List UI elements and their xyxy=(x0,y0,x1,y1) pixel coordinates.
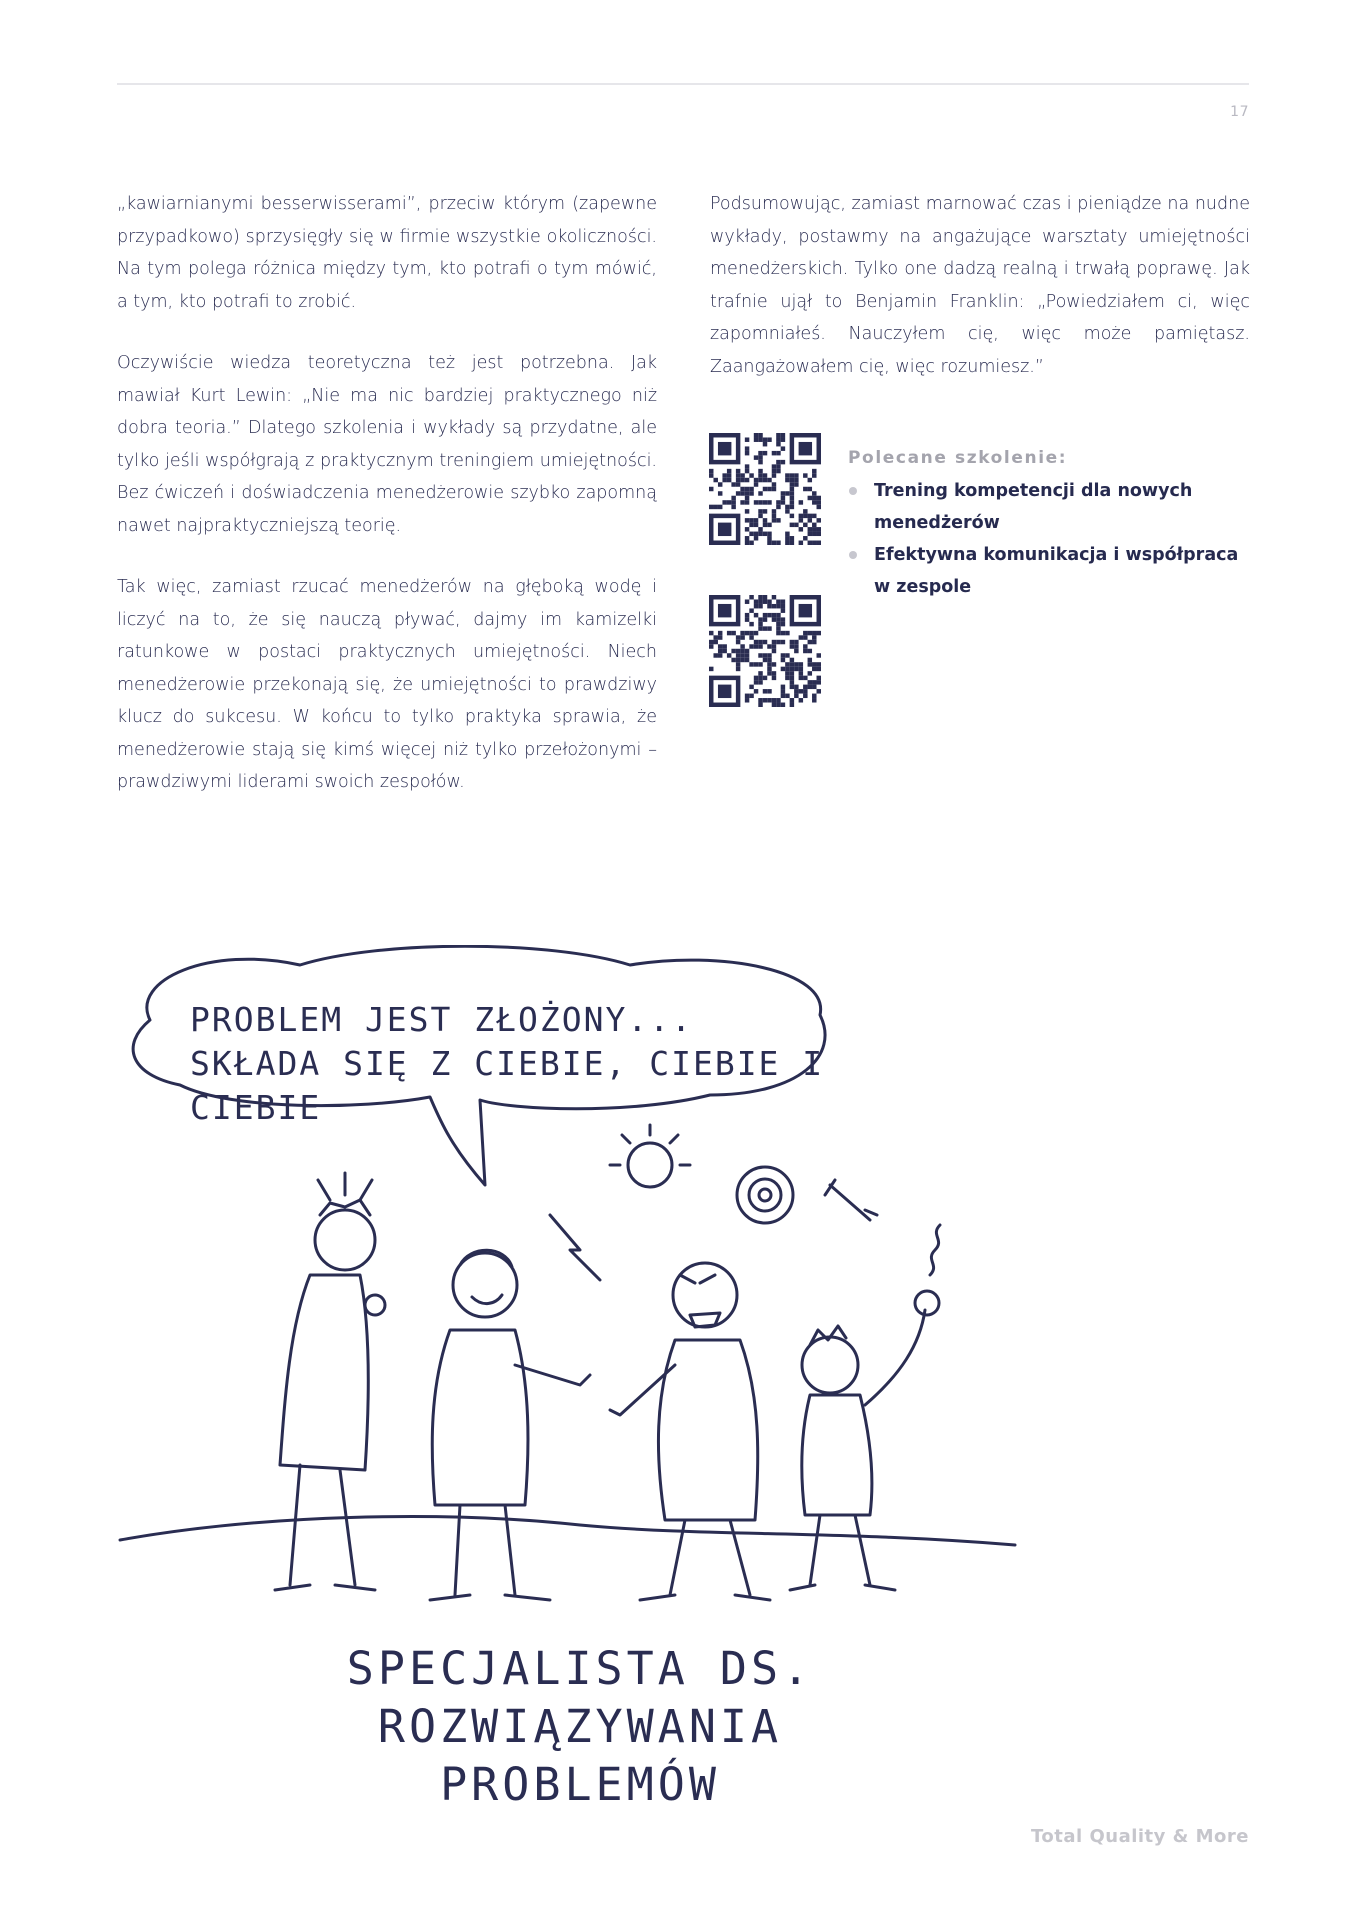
header-rule xyxy=(117,83,1249,85)
caption-line: SPECJALISTA DS. ROZWIĄZYWANIA xyxy=(346,1642,814,1753)
qr-code-icon[interactable] xyxy=(709,595,821,707)
paragraph: Oczywiście wiedza teoretyczna też jest potrzebna. Jak mawiał Kurt Lewin: „Nie ma nic bardziej praktycznego niż dobra teoria.” Dlatego szkolenia i wykłady są przydatne, ale tylko jeśli współgrają z praktycznym treningiem umiejętności. Bez ćwiczeń i doświadczenia menedżerowie szybko zapomną nawet najpraktyczniejszą teorię. xyxy=(117,353,657,536)
right-column xyxy=(710,188,1250,412)
training-link[interactable]: Efektywna komunikacja i współpraca w zespole xyxy=(848,539,1258,603)
paragraph: Podsumowując, zamiast marnować czas i pieniądze na nudne wykłady, postawmy na angażujące warsztaty umiejętności menedżerskich. Tylko one dadzą realną i trwałą poprawę. Jak trafnie ujął to Benjamin Franklin: „Powiedziałem ci, więc zapomniałeś. Nauczyłem cię, więc może pamiętasz. Zaangażowałem cię, więc rozumiesz.” xyxy=(710,194,1250,377)
training-heading: Polecane szkolenie: xyxy=(848,448,1068,468)
paragraph: Tak więc, zamiast rzucać menedżerów na głęboką wodę i liczyć na to, że się nauczą pływać, dajmy im kamizelki ratunkowe w postaci praktycznych umiejętności. Niech menedżerowie przekonają się, że umiejętności to prawdziwy klucz do sukcesu. W końcu to tylko praktyka sprawia, że menedżerowie stają się kimś więcej niż tylko przełożonymi – prawdziwymi liderami swoich zespołów. xyxy=(117,577,657,792)
page-number: 17 xyxy=(1230,104,1249,120)
speech-line: SKŁADA SIĘ Z CIEBIE, CIEBIE I CIEBIE xyxy=(190,1044,825,1127)
speech-bubble-text xyxy=(190,998,850,1130)
angry-manager-figure xyxy=(550,1125,877,1600)
footer-publication: Total Quality & More xyxy=(1031,1826,1249,1847)
recommended-training xyxy=(848,448,1258,603)
paragraph: „kawiarnianymi besserwisserami”, przeciw którym (zapewne przypadkowo) sprzysięgły się w firmie wszystkie okoliczności. Na tym polega różnica między tym, kto potrafi o tym mówić, a tym, kto potrafi to zrobić. xyxy=(117,194,657,312)
cartoon-caption xyxy=(150,1640,1010,1814)
specialist-figure xyxy=(430,1250,590,1600)
qr-code-icon[interactable] xyxy=(709,433,821,545)
speech-line: PROBLEM JEST ZŁOŻONY... xyxy=(190,1000,693,1039)
training-link[interactable]: Trening kompetencji dla nowych menedżerów xyxy=(848,475,1258,539)
caption-line: PROBLEMÓW xyxy=(440,1758,720,1811)
training-list xyxy=(848,475,1258,603)
ground-line xyxy=(120,1517,1015,1545)
worried-manager-figure xyxy=(275,1173,385,1590)
left-column xyxy=(117,188,657,828)
